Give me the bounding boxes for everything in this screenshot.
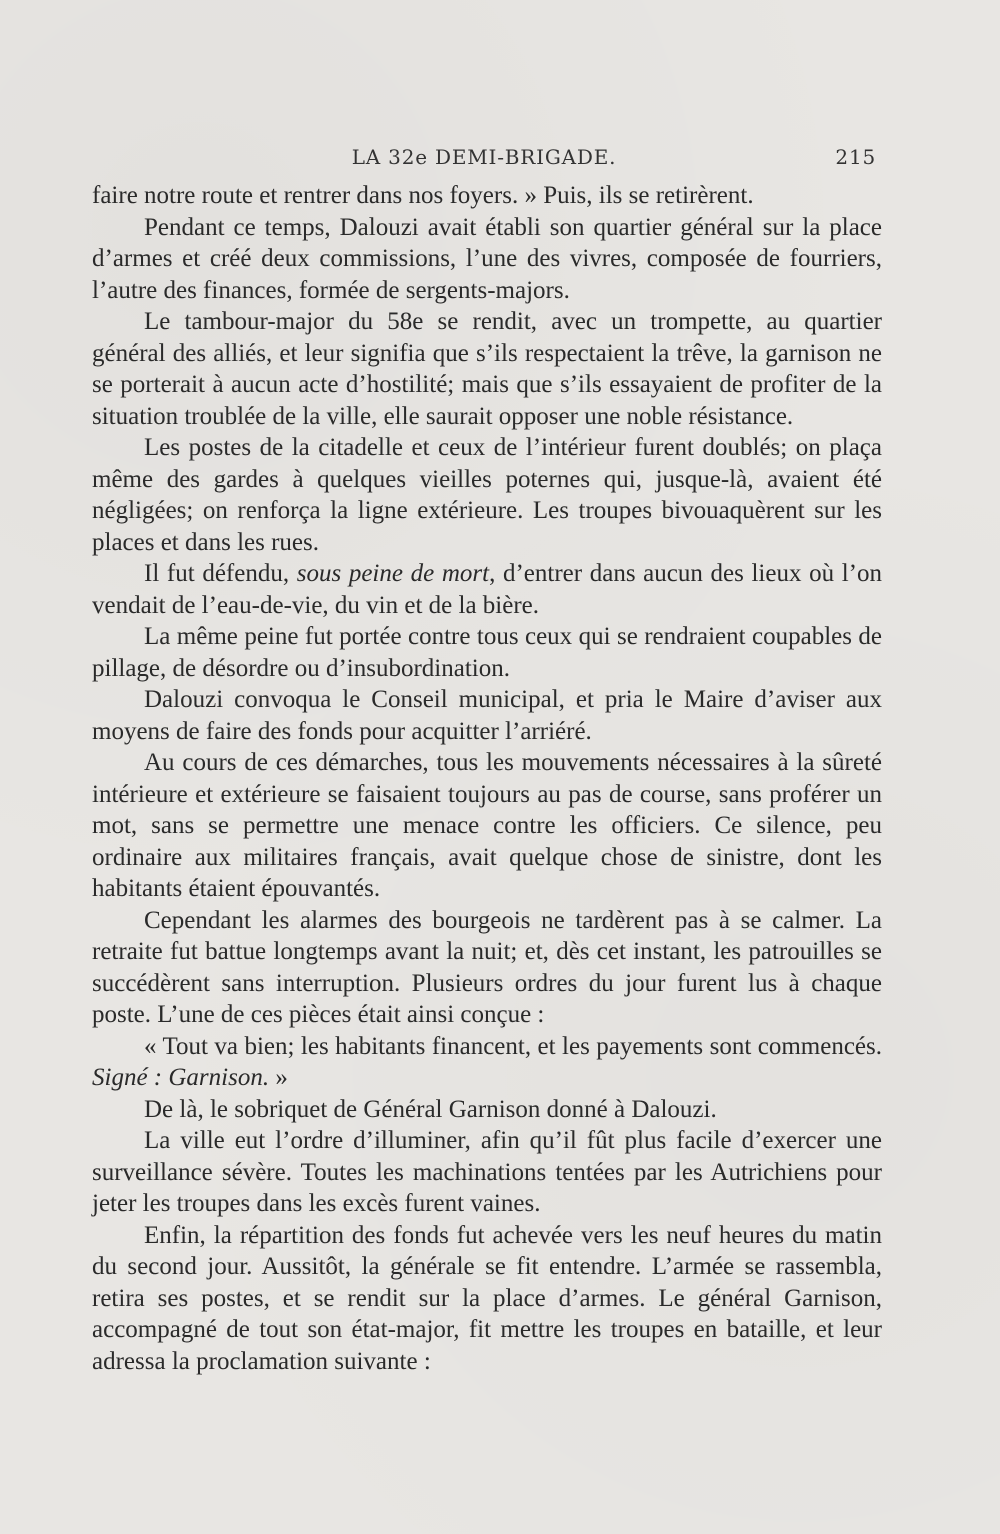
paragraph-text: « Tout va bien; les habitants financent, et les payements sont commencés. — [144, 1032, 882, 1060]
paragraph: Au cours de ces démarches, tous les mouvements nécessaires à la sûreté intérieure et extérieure se faisaient toujours au pas de course, sans proférer un mot, sans se permettre une menace contre les officiers. Ce silence, peu ordinaire aux militaires français, avait quelque chose de sinistre, dont les habitants étaient épouvantés. — [92, 749, 882, 902]
paragraph: Les postes de la citadelle et ceux de l’intérieur furent doublés; on plaça même des gardes à quelques vieilles poternes qui, jusque-là, avaient été négligées; on renforça la ligne extérieure. Les troupes bivouaquèrent sur les places et dans les rues. — [92, 434, 882, 556]
paragraph: De là, le sobriquet de Général Garnison donné à Dalouzi. — [144, 1095, 717, 1123]
paragraph-text: » — [269, 1064, 288, 1091]
paragraph-text: , d’entrer dans aucun des lieux où l’on vendait de l’eau-de-vie, du vin et de la bière. — [92, 560, 883, 619]
paragraph — [92, 558, 882, 621]
emphasis-text: sous peine de mort — [296, 560, 490, 587]
quoted-order — [92, 1031, 882, 1094]
paragraph-text: Il fut défendu, — [144, 560, 297, 587]
body-text — [92, 180, 882, 1377]
paragraph: La même peine fut portée contre tous ceux qui se rendraient coupables de pillage, de désordre ou d’insubordination. — [92, 623, 882, 682]
paragraph: Cependant les alarmes des bourgeois ne tardèrent pas à se calmer. La retraite fut battue longtemps avant la nuit; et, dès cet instant, les patrouilles se succédèrent sans interruption. Plusieurs ordres du jour furent lus à chaque poste. L’une de ces pièces était ainsi conçue : — [92, 906, 882, 1028]
running-title: LA 32e DEMI-BRIGADE. — [351, 145, 617, 169]
paragraph: Dalouzi convoqua le Conseil municipal, et pria le Maire d’aviser aux moyens de faire des fonds pour acquitter l’arriéré. — [92, 686, 882, 745]
running-head — [92, 145, 876, 173]
paragraph: faire notre route et rentrer dans nos foyers. » Puis, ils se retirèrent. — [92, 182, 754, 209]
paragraph: La ville eut l’ordre d’illuminer, afin qu’il fût plus facile d’exercer une surveillance sévère. Toutes les machinations tentées par les Autrichiens pour jeter les troupes dans les excès furent vaines. — [92, 1127, 882, 1217]
paragraph: Pendant ce temps, Dalouzi avait établi son quartier général sur la place d’armes et créé deux commissions, l’une des vivres, composée de fourriers, l’autre des finances, formée de sergents-majors. — [92, 213, 882, 304]
signature-text: Signé : Garnison. — [92, 1064, 270, 1091]
page-number: 215 — [835, 145, 876, 169]
paragraph: Le tambour-major du 58e se rendit, avec un trompette, au quartier général des alliés, et leur signifia que s’ils respectaient la trêve, la garnison ne se porterait à aucun acte d’hostilité; mais que s’ils essayaient de profiter de la situation troublée de la ville, elle saurait opposer une noble résistance. — [92, 308, 882, 430]
paragraph: Enfin, la répartition des fonds fut achevée vers les neuf heures du matin du second jour. Aussitôt, la générale se fit entendre. L’armée se rassembla, retira ses postes, et se rendit sur la place d’armes. Le général Garnison, accompagné de tout son état-major, fit mettre les troupes en bataille, et leur adressa la proclamation suivante : — [92, 1221, 882, 1375]
